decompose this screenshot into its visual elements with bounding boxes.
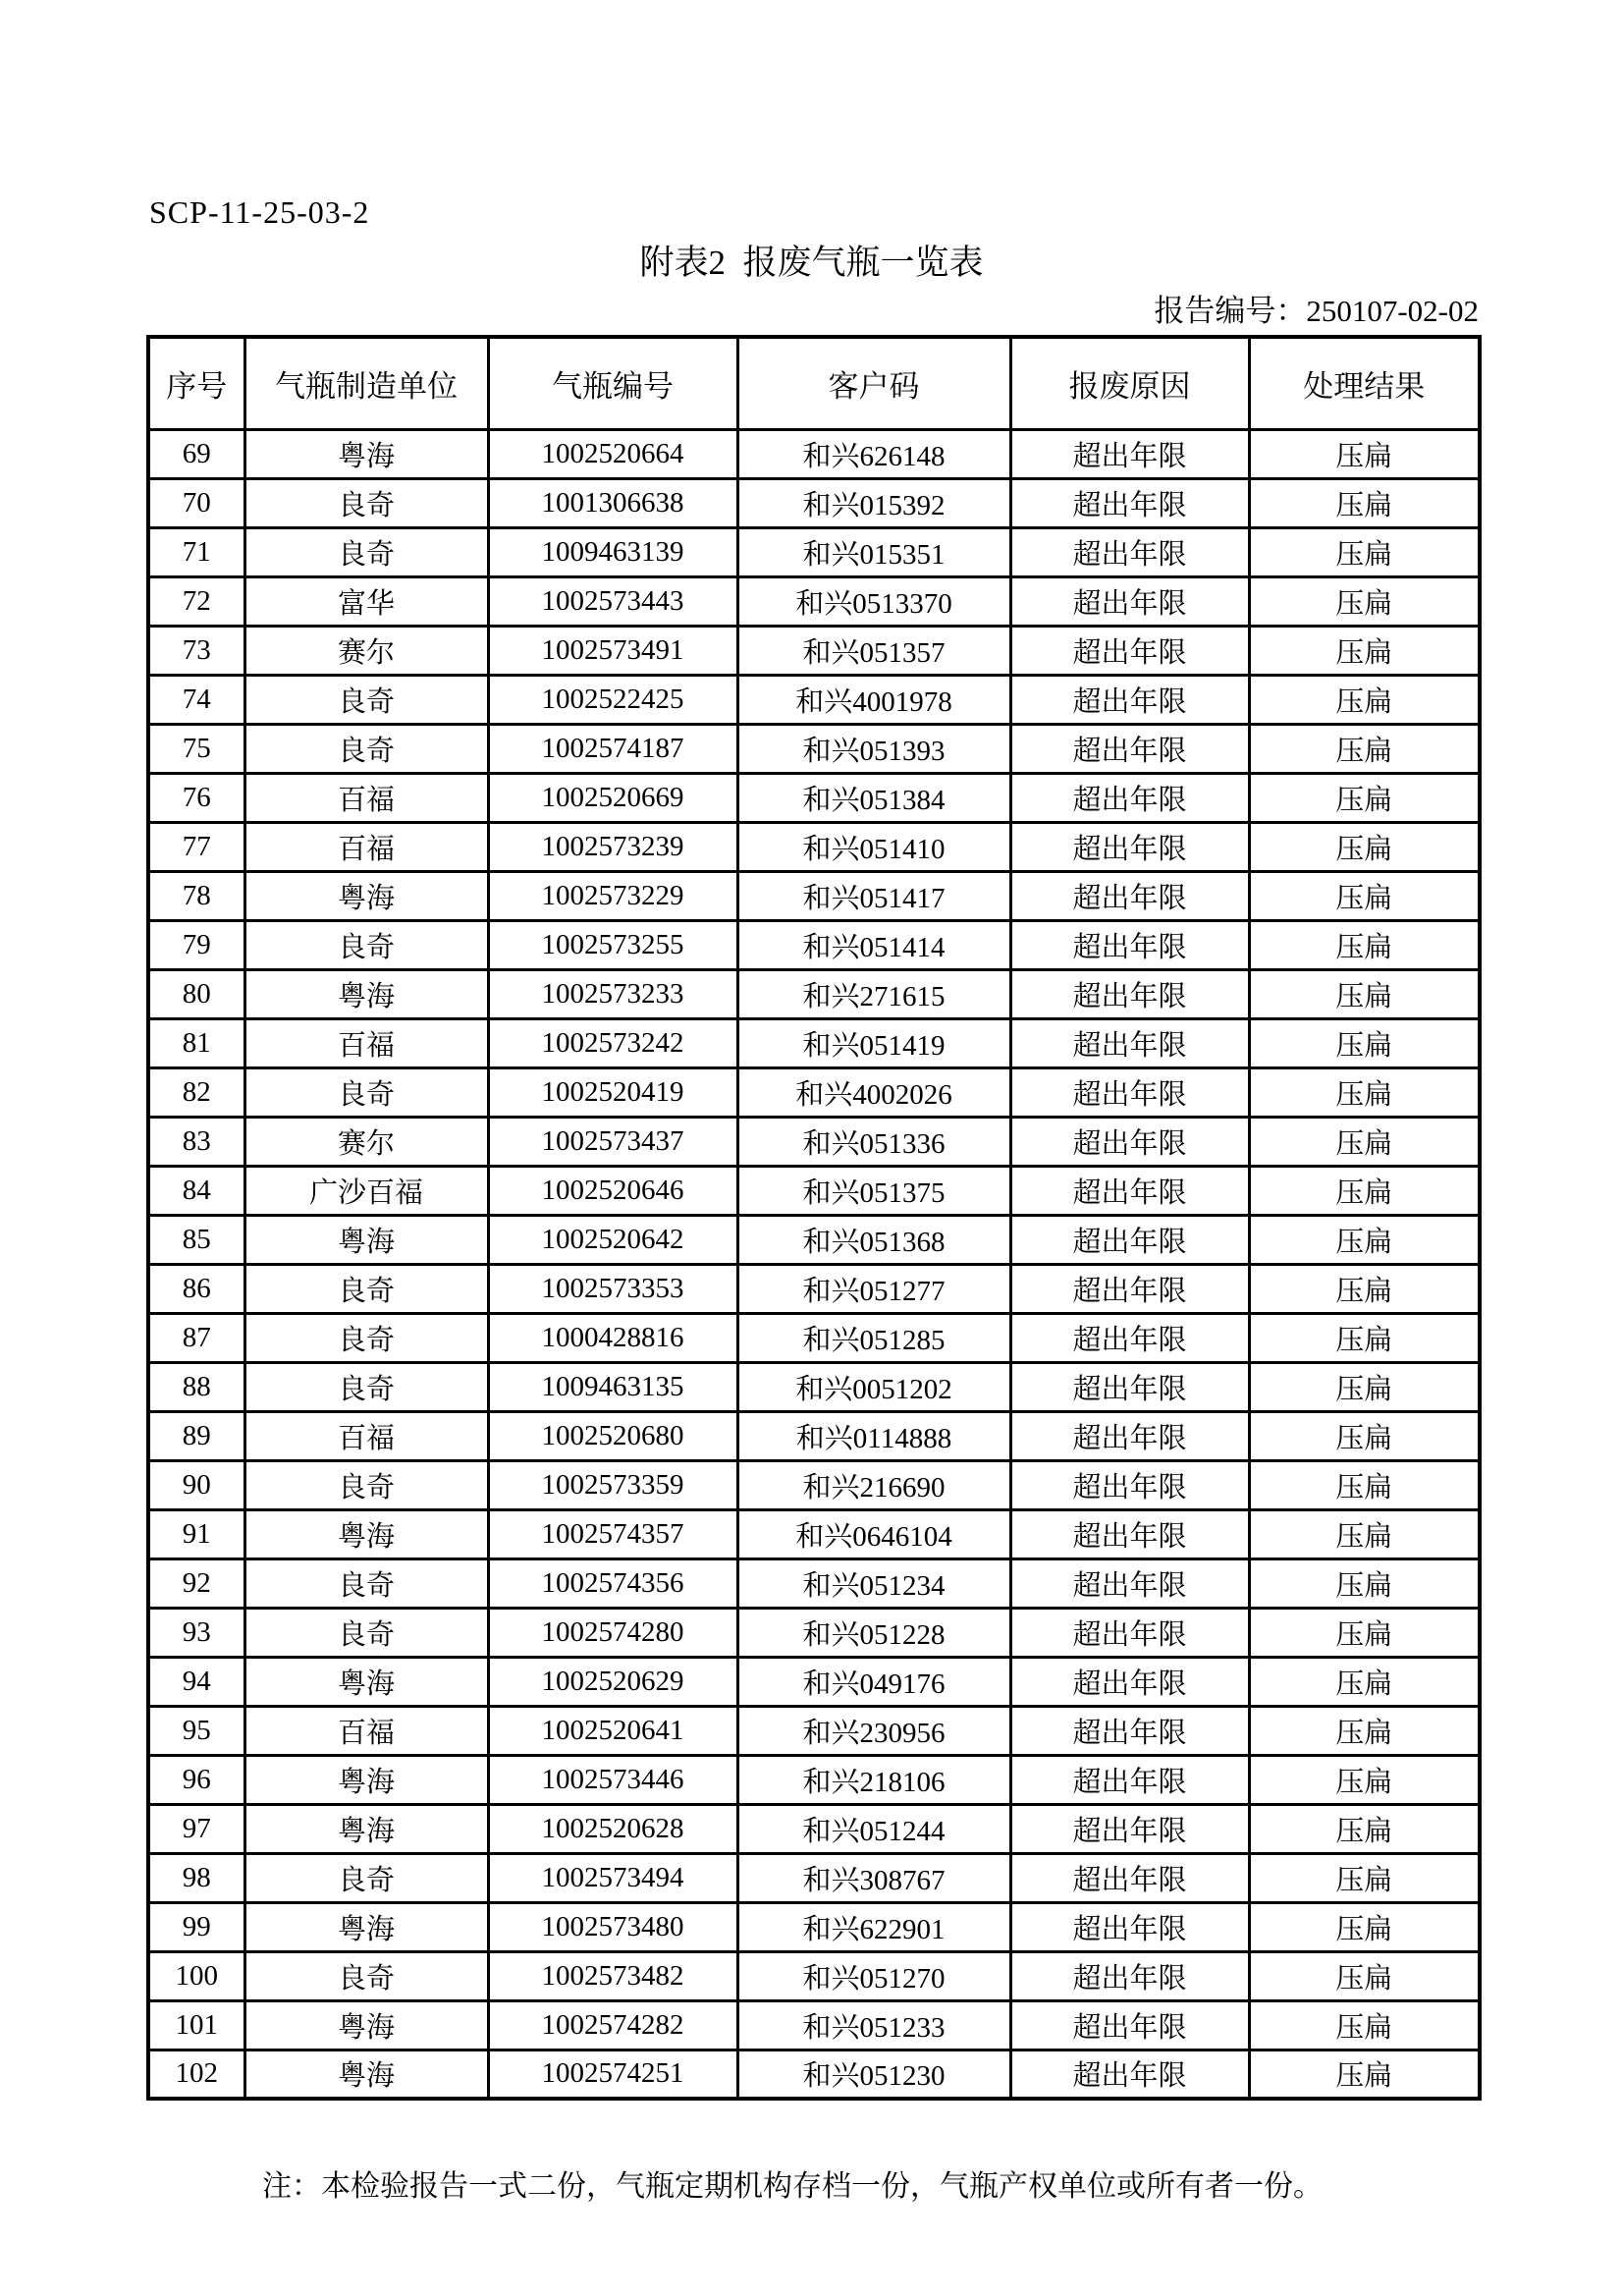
table-cell: 和兴0051202 bbox=[737, 1362, 1010, 1411]
table-cell: 73 bbox=[148, 626, 244, 675]
table-row bbox=[148, 1166, 1480, 1215]
table-cell: 1002573446 bbox=[488, 1755, 737, 1804]
table-row bbox=[148, 969, 1480, 1018]
table-cell: 1009463135 bbox=[488, 1362, 737, 1411]
table-cell: 赛尔 bbox=[244, 1117, 488, 1166]
table-cell: 和兴015392 bbox=[737, 478, 1010, 527]
table-cell: 超出年限 bbox=[1010, 1166, 1249, 1215]
table-cell: 和兴051419 bbox=[737, 1018, 1010, 1067]
table-cell: 超出年限 bbox=[1010, 1951, 1249, 2000]
table-cell: 良奇 bbox=[244, 675, 488, 724]
table-cell: 超出年限 bbox=[1010, 527, 1249, 576]
table-cell: 广沙百福 bbox=[244, 1166, 488, 1215]
table-cell: 粤海 bbox=[244, 1804, 488, 1853]
table-row bbox=[148, 1018, 1480, 1067]
table-cell: 超出年限 bbox=[1010, 871, 1249, 920]
table-row bbox=[148, 920, 1480, 969]
table-cell: 和兴216690 bbox=[737, 1460, 1010, 1509]
table-cell: 良奇 bbox=[244, 920, 488, 969]
table-cell: 1002573480 bbox=[488, 1902, 737, 1951]
table-cell: 86 bbox=[148, 1264, 244, 1313]
column-header: 气瓶制造单位 bbox=[244, 337, 488, 429]
table-cell: 压扁 bbox=[1249, 1166, 1480, 1215]
table-cell: 超出年限 bbox=[1010, 1215, 1249, 1264]
table-cell: 压扁 bbox=[1249, 969, 1480, 1018]
table-cell: 88 bbox=[148, 1362, 244, 1411]
table-cell: 和兴051336 bbox=[737, 1117, 1010, 1166]
table-cell: 超出年限 bbox=[1010, 1509, 1249, 1558]
table-cell: 压扁 bbox=[1249, 822, 1480, 871]
scrap-cylinder-table bbox=[146, 335, 1482, 2101]
table-header-row bbox=[148, 337, 1480, 429]
table-cell: 压扁 bbox=[1249, 871, 1480, 920]
table-row bbox=[148, 2000, 1480, 2050]
table-cell: 超出年限 bbox=[1010, 1460, 1249, 1509]
table-cell: 良奇 bbox=[244, 1264, 488, 1313]
table-cell: 粤海 bbox=[244, 1755, 488, 1804]
table-cell: 92 bbox=[148, 1558, 244, 1608]
table-cell: 1002520641 bbox=[488, 1706, 737, 1755]
table-cell: 超出年限 bbox=[1010, 478, 1249, 527]
table-cell: 超出年限 bbox=[1010, 920, 1249, 969]
table-cell: 压扁 bbox=[1249, 920, 1480, 969]
table-cell: 71 bbox=[148, 527, 244, 576]
table-cell: 83 bbox=[148, 1117, 244, 1166]
table-row bbox=[148, 1117, 1480, 1166]
table-cell: 100 bbox=[148, 1951, 244, 2000]
table-cell: 和兴218106 bbox=[737, 1755, 1010, 1804]
table-row bbox=[148, 1411, 1480, 1460]
table-cell: 压扁 bbox=[1249, 1657, 1480, 1706]
table-cell: 压扁 bbox=[1249, 1067, 1480, 1117]
table-cell: 超出年限 bbox=[1010, 1411, 1249, 1460]
table-cell: 压扁 bbox=[1249, 1951, 1480, 2000]
table-cell: 超出年限 bbox=[1010, 1313, 1249, 1362]
table-row bbox=[148, 527, 1480, 576]
table-cell: 77 bbox=[148, 822, 244, 871]
table-cell: 1002520628 bbox=[488, 1804, 737, 1853]
table-row bbox=[148, 724, 1480, 773]
table-cell: 良奇 bbox=[244, 1558, 488, 1608]
table-cell: 压扁 bbox=[1249, 527, 1480, 576]
table-cell: 粤海 bbox=[244, 429, 488, 478]
table-cell: 和兴051230 bbox=[737, 2050, 1010, 2099]
table-cell: 压扁 bbox=[1249, 1018, 1480, 1067]
table-cell: 良奇 bbox=[244, 527, 488, 576]
table-cell: 和兴4001978 bbox=[737, 675, 1010, 724]
table-cell: 69 bbox=[148, 429, 244, 478]
table-cell: 压扁 bbox=[1249, 1411, 1480, 1460]
table-cell: 75 bbox=[148, 724, 244, 773]
table-cell: 和兴051384 bbox=[737, 773, 1010, 822]
table-cell: 1002573239 bbox=[488, 822, 737, 871]
table-cell: 良奇 bbox=[244, 1853, 488, 1902]
table-cell: 1002573359 bbox=[488, 1460, 737, 1509]
table-cell: 1002573233 bbox=[488, 969, 737, 1018]
table-cell: 89 bbox=[148, 1411, 244, 1460]
table-cell: 1001306638 bbox=[488, 478, 737, 527]
table-cell: 1002574282 bbox=[488, 2000, 737, 2050]
table-cell: 和兴051393 bbox=[737, 724, 1010, 773]
table-row bbox=[148, 1362, 1480, 1411]
table-row bbox=[148, 1951, 1480, 2000]
table-cell: 1002573491 bbox=[488, 626, 737, 675]
table-cell: 超出年限 bbox=[1010, 724, 1249, 773]
table-row bbox=[148, 1755, 1480, 1804]
table-cell: 和兴051270 bbox=[737, 1951, 1010, 2000]
table-cell: 超出年限 bbox=[1010, 2050, 1249, 2099]
table-cell: 82 bbox=[148, 1067, 244, 1117]
table-body bbox=[148, 429, 1480, 2099]
column-header: 处理结果 bbox=[1249, 337, 1480, 429]
table-row bbox=[148, 626, 1480, 675]
table-cell: 压扁 bbox=[1249, 1804, 1480, 1853]
table-cell: 超出年限 bbox=[1010, 2000, 1249, 2050]
table-cell: 压扁 bbox=[1249, 478, 1480, 527]
column-header: 序号 bbox=[148, 337, 244, 429]
table-cell: 和兴051277 bbox=[737, 1264, 1010, 1313]
table-cell: 1002573443 bbox=[488, 576, 737, 626]
column-header: 客户码 bbox=[737, 337, 1010, 429]
table-cell: 1002520642 bbox=[488, 1215, 737, 1264]
table-row bbox=[148, 1804, 1480, 1853]
table-cell: 79 bbox=[148, 920, 244, 969]
table-cell: 1002520680 bbox=[488, 1411, 737, 1460]
table-cell: 粤海 bbox=[244, 1215, 488, 1264]
table-cell: 和兴051414 bbox=[737, 920, 1010, 969]
table-cell: 95 bbox=[148, 1706, 244, 1755]
table-row bbox=[148, 1509, 1480, 1558]
table-cell: 压扁 bbox=[1249, 773, 1480, 822]
table-row bbox=[148, 1067, 1480, 1117]
table-cell: 和兴308767 bbox=[737, 1853, 1010, 1902]
table-cell: 良奇 bbox=[244, 478, 488, 527]
table-cell: 1002520664 bbox=[488, 429, 737, 478]
table-cell: 粤海 bbox=[244, 871, 488, 920]
table-cell: 70 bbox=[148, 478, 244, 527]
table-row bbox=[148, 1313, 1480, 1362]
table-cell: 和兴271615 bbox=[737, 969, 1010, 1018]
table-cell: 1002520419 bbox=[488, 1067, 737, 1117]
table-cell: 和兴051410 bbox=[737, 822, 1010, 871]
table-cell: 超出年限 bbox=[1010, 1264, 1249, 1313]
table-row bbox=[148, 871, 1480, 920]
table-cell: 1002574356 bbox=[488, 1558, 737, 1608]
table-cell: 和兴626148 bbox=[737, 429, 1010, 478]
table-row bbox=[148, 1460, 1480, 1509]
table-cell: 良奇 bbox=[244, 1608, 488, 1657]
table-cell: 压扁 bbox=[1249, 2000, 1480, 2050]
table-cell: 1002573255 bbox=[488, 920, 737, 969]
table-cell: 94 bbox=[148, 1657, 244, 1706]
table-cell: 1002574251 bbox=[488, 2050, 737, 2099]
table-row bbox=[148, 1853, 1480, 1902]
table-cell: 粤海 bbox=[244, 2000, 488, 2050]
table-cell: 1002573229 bbox=[488, 871, 737, 920]
table-row bbox=[148, 576, 1480, 626]
table-cell: 超出年限 bbox=[1010, 822, 1249, 871]
table-cell: 粤海 bbox=[244, 1902, 488, 1951]
table-cell: 超出年限 bbox=[1010, 1067, 1249, 1117]
table-cell: 富华 bbox=[244, 576, 488, 626]
table-cell: 和兴051357 bbox=[737, 626, 1010, 675]
table-cell: 74 bbox=[148, 675, 244, 724]
table-cell: 84 bbox=[148, 1166, 244, 1215]
table-cell: 85 bbox=[148, 1215, 244, 1264]
table-cell: 百福 bbox=[244, 822, 488, 871]
table-cell: 超出年限 bbox=[1010, 969, 1249, 1018]
table-cell: 压扁 bbox=[1249, 1853, 1480, 1902]
table-cell: 93 bbox=[148, 1608, 244, 1657]
table-cell: 和兴051228 bbox=[737, 1608, 1010, 1657]
table-cell: 良奇 bbox=[244, 724, 488, 773]
table-cell: 和兴051234 bbox=[737, 1558, 1010, 1608]
table-cell: 超出年限 bbox=[1010, 1755, 1249, 1804]
table-cell: 102 bbox=[148, 2050, 244, 2099]
table-cell: 1002573482 bbox=[488, 1951, 737, 2000]
table-cell: 和兴051375 bbox=[737, 1166, 1010, 1215]
table-cell: 压扁 bbox=[1249, 2050, 1480, 2099]
table-cell: 压扁 bbox=[1249, 1362, 1480, 1411]
table-cell: 粤海 bbox=[244, 1657, 488, 1706]
table-cell: 和兴051244 bbox=[737, 1804, 1010, 1853]
table-cell: 和兴051368 bbox=[737, 1215, 1010, 1264]
table-cell: 超出年限 bbox=[1010, 1804, 1249, 1853]
table-cell: 1002573242 bbox=[488, 1018, 737, 1067]
table-cell: 1009463139 bbox=[488, 527, 737, 576]
table-cell: 78 bbox=[148, 871, 244, 920]
table-cell: 超出年限 bbox=[1010, 1558, 1249, 1608]
table-row bbox=[148, 2050, 1480, 2099]
table-cell: 粤海 bbox=[244, 969, 488, 1018]
table-row bbox=[148, 1657, 1480, 1706]
table-cell: 压扁 bbox=[1249, 724, 1480, 773]
table-cell: 和兴051233 bbox=[737, 2000, 1010, 2050]
table-cell: 压扁 bbox=[1249, 1706, 1480, 1755]
table-cell: 超出年限 bbox=[1010, 675, 1249, 724]
table-cell: 超出年限 bbox=[1010, 626, 1249, 675]
table-cell: 超出年限 bbox=[1010, 1706, 1249, 1755]
column-header: 报废原因 bbox=[1010, 337, 1249, 429]
table-cell: 1002574187 bbox=[488, 724, 737, 773]
table-row bbox=[148, 773, 1480, 822]
table-cell: 压扁 bbox=[1249, 429, 1480, 478]
table-cell: 压扁 bbox=[1249, 1313, 1480, 1362]
table-row bbox=[148, 822, 1480, 871]
table-cell: 超出年限 bbox=[1010, 1362, 1249, 1411]
table-cell: 和兴0646104 bbox=[737, 1509, 1010, 1558]
table-cell: 压扁 bbox=[1249, 576, 1480, 626]
table-cell: 超出年限 bbox=[1010, 1117, 1249, 1166]
table-cell: 压扁 bbox=[1249, 675, 1480, 724]
table-cell: 百福 bbox=[244, 773, 488, 822]
table-cell: 超出年限 bbox=[1010, 429, 1249, 478]
document-code: SCP-11-25-03-2 bbox=[149, 194, 370, 230]
table-cell: 粤海 bbox=[244, 1509, 488, 1558]
table-cell: 赛尔 bbox=[244, 626, 488, 675]
table-cell: 良奇 bbox=[244, 1067, 488, 1117]
table-cell: 良奇 bbox=[244, 1362, 488, 1411]
table-row bbox=[148, 1608, 1480, 1657]
table-cell: 压扁 bbox=[1249, 1460, 1480, 1509]
table-cell: 72 bbox=[148, 576, 244, 626]
table-cell: 和兴015351 bbox=[737, 527, 1010, 576]
table-cell: 和兴230956 bbox=[737, 1706, 1010, 1755]
table-cell: 101 bbox=[148, 2000, 244, 2050]
table-cell: 1002520629 bbox=[488, 1657, 737, 1706]
table-row bbox=[148, 478, 1480, 527]
table-row bbox=[148, 675, 1480, 724]
table-cell: 和兴622901 bbox=[737, 1902, 1010, 1951]
table-cell: 百福 bbox=[244, 1706, 488, 1755]
page-title: 附表2 报废气瓶一览表 bbox=[639, 244, 984, 282]
table-cell: 和兴0114888 bbox=[737, 1411, 1010, 1460]
table-cell: 1002573353 bbox=[488, 1264, 737, 1313]
table-cell: 超出年限 bbox=[1010, 1853, 1249, 1902]
table-cell: 87 bbox=[148, 1313, 244, 1362]
table-cell: 良奇 bbox=[244, 1460, 488, 1509]
table-cell: 压扁 bbox=[1249, 1215, 1480, 1264]
table-cell: 1000428816 bbox=[488, 1313, 737, 1362]
table-cell: 1002520646 bbox=[488, 1166, 737, 1215]
table-cell: 96 bbox=[148, 1755, 244, 1804]
table-cell: 压扁 bbox=[1249, 1264, 1480, 1313]
table-cell: 1002522425 bbox=[488, 675, 737, 724]
table-cell: 超出年限 bbox=[1010, 1902, 1249, 1951]
table-cell: 压扁 bbox=[1249, 1608, 1480, 1657]
table-cell: 81 bbox=[148, 1018, 244, 1067]
table-cell: 80 bbox=[148, 969, 244, 1018]
table-row bbox=[148, 1706, 1480, 1755]
table-cell: 和兴051417 bbox=[737, 871, 1010, 920]
table-cell: 压扁 bbox=[1249, 1558, 1480, 1608]
column-header: 气瓶编号 bbox=[488, 337, 737, 429]
table-cell: 压扁 bbox=[1249, 626, 1480, 675]
table-cell: 和兴4002026 bbox=[737, 1067, 1010, 1117]
table-cell: 1002520669 bbox=[488, 773, 737, 822]
table-cell: 1002574357 bbox=[488, 1509, 737, 1558]
table-cell: 和兴0513370 bbox=[737, 576, 1010, 626]
table-cell: 超出年限 bbox=[1010, 1018, 1249, 1067]
table-cell: 百福 bbox=[244, 1411, 488, 1460]
table-cell: 超出年限 bbox=[1010, 1608, 1249, 1657]
table-cell: 压扁 bbox=[1249, 1902, 1480, 1951]
table-row bbox=[148, 1558, 1480, 1608]
table-cell: 百福 bbox=[244, 1018, 488, 1067]
table-cell: 和兴051285 bbox=[737, 1313, 1010, 1362]
table-cell: 91 bbox=[148, 1509, 244, 1558]
table-cell: 1002573494 bbox=[488, 1853, 737, 1902]
table-row bbox=[148, 1902, 1480, 1951]
table-cell: 粤海 bbox=[244, 2050, 488, 2099]
table-cell: 超出年限 bbox=[1010, 576, 1249, 626]
table-row bbox=[148, 1264, 1480, 1313]
table-cell: 压扁 bbox=[1249, 1509, 1480, 1558]
footer-note: 注：本检验报告一式二份，气瓶定期机构存档一份，气瓶产权单位或所有者一份。 bbox=[262, 2170, 1323, 2203]
table-cell: 超出年限 bbox=[1010, 773, 1249, 822]
report-number: 报告编号：250107-02-02 bbox=[1154, 294, 1479, 328]
table-row bbox=[148, 1215, 1480, 1264]
table-cell: 76 bbox=[148, 773, 244, 822]
table-cell: 和兴049176 bbox=[737, 1657, 1010, 1706]
table-cell: 超出年限 bbox=[1010, 1657, 1249, 1706]
table-cell: 压扁 bbox=[1249, 1117, 1480, 1166]
table-cell: 良奇 bbox=[244, 1313, 488, 1362]
table-cell: 1002574280 bbox=[488, 1608, 737, 1657]
table-cell: 99 bbox=[148, 1902, 244, 1951]
table-cell: 压扁 bbox=[1249, 1755, 1480, 1804]
table-cell: 97 bbox=[148, 1804, 244, 1853]
table-cell: 1002573437 bbox=[488, 1117, 737, 1166]
table-cell: 良奇 bbox=[244, 1951, 488, 2000]
table-cell: 98 bbox=[148, 1853, 244, 1902]
table-row bbox=[148, 429, 1480, 478]
table-cell: 90 bbox=[148, 1460, 244, 1509]
